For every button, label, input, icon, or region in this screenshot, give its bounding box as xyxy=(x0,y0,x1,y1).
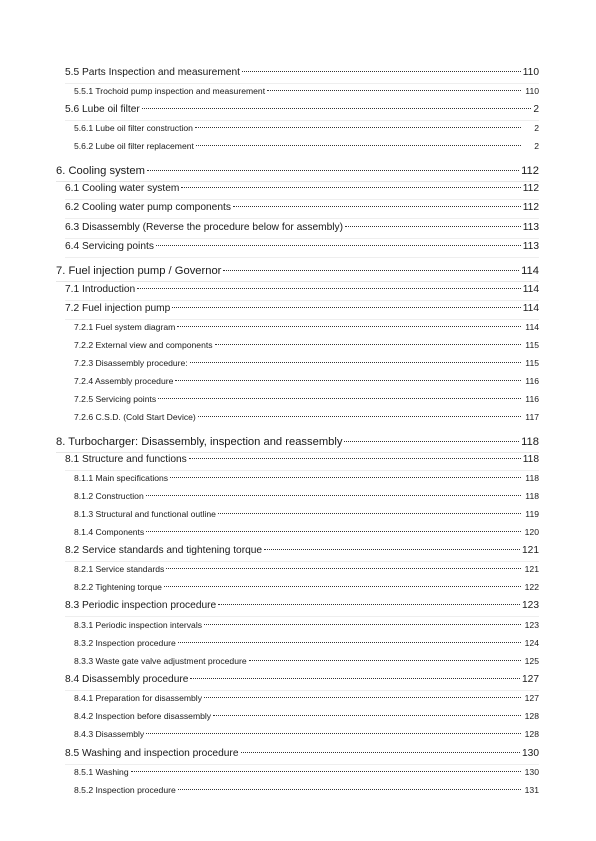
toc-entry-page-number: 113 xyxy=(522,241,539,252)
toc-entry-page-number: 112 xyxy=(522,183,539,194)
toc-dot-leader xyxy=(344,441,519,442)
toc-subsection-entry[interactable] xyxy=(74,693,539,703)
toc-entry-page-number: 2 xyxy=(534,123,539,133)
toc-dot-leader xyxy=(142,108,532,109)
toc-section-entry[interactable] xyxy=(65,674,539,685)
toc-dot-leader xyxy=(267,90,521,91)
toc-section-entry[interactable] xyxy=(65,202,539,213)
toc-subsection-entry[interactable] xyxy=(74,491,539,501)
toc-entry-title: 7.2.6 C.S.D. (Cold Start Device) xyxy=(74,412,196,422)
toc-entry-page-number: 127 xyxy=(522,674,539,685)
toc-dot-leader xyxy=(156,245,521,246)
toc-entry-title: 8.1 Structure and functions xyxy=(65,454,187,465)
toc-entry-page-number: 115 xyxy=(525,358,539,368)
toc-subsection-entry[interactable] xyxy=(74,509,539,519)
toc-row-divider xyxy=(56,181,539,182)
toc-row-divider xyxy=(65,120,539,121)
toc-dot-leader xyxy=(146,495,521,496)
toc-dot-leader xyxy=(131,771,521,772)
toc-entry-title: 8.1.4 Components xyxy=(74,527,145,537)
toc-entry-title: 8.2.1 Service standards xyxy=(74,564,165,574)
toc-entry-title: 8.2 Service standards and tightening torque xyxy=(65,545,263,556)
toc-section-entry[interactable] xyxy=(65,241,539,252)
toc-entry-title: 8.5.1 Washing xyxy=(74,767,129,777)
toc-entry-title: 8.4 Disassembly procedure xyxy=(65,674,189,685)
toc-dot-leader xyxy=(189,458,521,459)
toc-dot-leader xyxy=(233,206,521,207)
toc-dot-leader xyxy=(181,187,520,188)
toc-row-divider xyxy=(65,690,539,691)
toc-subsection-entry[interactable] xyxy=(74,473,539,483)
toc-entry-title: 8.1.3 Structural and functional outline xyxy=(74,509,216,519)
toc-row-divider xyxy=(65,764,539,765)
toc-entry-title: 8.5 Washing and inspection procedure xyxy=(65,748,239,759)
toc-entry-page-number: 110 xyxy=(525,86,539,96)
toc-entry-page-number: 125 xyxy=(524,656,539,666)
toc-subsection-entry[interactable] xyxy=(74,767,539,777)
toc-entry-title: 5.5 Parts Inspection and measurement xyxy=(65,67,240,78)
toc-entry-title: 7.2.3 Disassembly procedure: xyxy=(74,358,188,368)
toc-entry-page-number: 114 xyxy=(521,265,539,277)
toc-dot-leader xyxy=(178,789,521,790)
toc-entry-title: 8.5.2 Inspection procedure xyxy=(74,785,176,795)
toc-subsection-entry[interactable] xyxy=(74,527,539,537)
toc-entry-page-number: 122 xyxy=(524,582,539,592)
toc-entry-page-number: 113 xyxy=(522,222,539,233)
toc-subsection-entry[interactable] xyxy=(74,141,539,151)
toc-subsection-entry[interactable] xyxy=(74,638,539,648)
toc-entry-title: 8. Turbocharger: Disassembly, inspection and reassembly xyxy=(56,436,343,448)
toc-section-entry[interactable] xyxy=(65,222,539,233)
toc-dot-leader xyxy=(166,568,521,569)
toc-entry-page-number: 123 xyxy=(522,600,539,611)
toc-entry-title: 7.2.1 Fuel system diagram xyxy=(74,322,176,332)
toc-dot-leader xyxy=(190,362,521,363)
toc-entry-title: 5.6.1 Lube oil filter construction xyxy=(74,123,193,133)
toc-dot-leader xyxy=(218,604,520,605)
toc-dot-leader xyxy=(172,307,520,308)
toc-entry-page-number: 116 xyxy=(525,394,539,404)
toc-subsection-entry[interactable] xyxy=(74,394,539,404)
toc-subsection-entry[interactable] xyxy=(74,620,539,630)
toc-dot-leader xyxy=(195,127,521,128)
toc-entry-page-number: 121 xyxy=(524,564,539,574)
toc-section-entry[interactable] xyxy=(65,600,539,611)
toc-entry-page-number: 123 xyxy=(524,620,539,630)
toc-row-divider xyxy=(65,616,539,617)
toc-subsection-entry[interactable] xyxy=(74,358,539,368)
toc-entry-page-number: 118 xyxy=(521,436,539,448)
toc-entry-title: 8.4.3 Disassembly xyxy=(74,729,145,739)
toc-subsection-entry[interactable] xyxy=(74,123,539,133)
toc-subsection-entry[interactable] xyxy=(74,376,539,386)
toc-section-entry[interactable] xyxy=(65,67,539,78)
toc-entry-title: 8.1.2 Construction xyxy=(74,491,144,501)
toc-row-divider xyxy=(65,319,539,320)
toc-chapter-entry[interactable] xyxy=(56,265,539,277)
toc-dot-leader xyxy=(158,398,521,399)
toc-dot-leader xyxy=(146,531,521,532)
toc-dot-leader xyxy=(345,226,521,227)
toc-dot-leader xyxy=(146,733,521,734)
toc-entry-title: 6. Cooling system xyxy=(56,165,145,177)
toc-row-divider xyxy=(65,199,539,200)
toc-section-entry[interactable] xyxy=(65,303,539,314)
toc-section-entry[interactable] xyxy=(65,104,539,115)
toc-row-divider xyxy=(65,238,539,239)
toc-row-divider xyxy=(65,218,539,219)
toc-row-divider xyxy=(56,452,539,453)
toc-dot-leader xyxy=(204,697,521,698)
toc-dot-leader xyxy=(264,549,520,550)
toc-entry-title: 8.1.1 Main specifications xyxy=(74,473,169,483)
toc-entry-title: 8.4.2 Inspection before disassembly xyxy=(74,711,212,721)
toc-entry-title: 8.2.2 Tightening torque xyxy=(74,582,162,592)
toc-entry-page-number: 2 xyxy=(533,104,539,115)
toc-dot-leader xyxy=(213,715,521,716)
toc-entry-page-number: 121 xyxy=(522,545,539,556)
toc-dot-leader xyxy=(147,170,519,171)
toc-chapter-entry[interactable] xyxy=(56,165,539,177)
toc-entry-page-number: 114 xyxy=(522,284,539,295)
toc-subsection-entry[interactable] xyxy=(74,412,539,422)
toc-row-divider xyxy=(65,561,539,562)
toc-dot-leader xyxy=(170,477,521,478)
toc-entry-page-number: 114 xyxy=(525,322,539,332)
toc-dot-leader xyxy=(196,145,521,146)
toc-subsection-entry[interactable] xyxy=(74,711,539,721)
toc-entry-title: 8.3.3 Waste gate valve adjustment procedure xyxy=(74,656,247,666)
toc-entry-page-number: 118 xyxy=(525,473,539,483)
toc-entry-page-number: 130 xyxy=(522,748,539,759)
toc-dot-leader xyxy=(215,344,521,345)
toc-entry-page-number: 130 xyxy=(524,767,539,777)
toc-dot-leader xyxy=(190,678,520,679)
toc-entry-page-number: 118 xyxy=(522,454,539,465)
toc-entry-title: 8.3 Periodic inspection procedure xyxy=(65,600,217,611)
toc-entry-page-number: 117 xyxy=(525,412,539,422)
toc-section-entry[interactable] xyxy=(65,545,539,556)
toc-section-entry[interactable] xyxy=(65,454,539,465)
toc-entry-page-number: 128 xyxy=(524,711,539,721)
toc-entry-title: 7.1 Introduction xyxy=(65,284,136,295)
toc-row-divider xyxy=(56,281,539,282)
toc-dot-leader xyxy=(218,513,521,514)
toc-row-divider xyxy=(65,257,539,258)
toc-subsection-entry[interactable] xyxy=(74,322,539,332)
toc-entry-title: 7.2 Fuel injection pump xyxy=(65,303,171,314)
toc-entry-page-number: 128 xyxy=(524,729,539,739)
toc-entry-title: 8.3.1 Periodic inspection intervals xyxy=(74,620,203,630)
toc-entry-title: 7.2.5 Servicing points xyxy=(74,394,157,404)
toc-dot-leader xyxy=(198,416,521,417)
toc-entry-title: 7.2.2 External view and components xyxy=(74,340,213,350)
toc-entry-title: 6.3 Disassembly (Reverse the procedure below for assembly) xyxy=(65,222,344,233)
toc-dot-leader xyxy=(175,380,521,381)
toc-entry-page-number: 118 xyxy=(525,491,539,501)
toc-subsection-entry[interactable] xyxy=(74,564,539,574)
toc-section-entry[interactable] xyxy=(65,748,539,759)
toc-entry-title: 6.1 Cooling water system xyxy=(65,183,180,194)
toc-dot-leader xyxy=(242,71,521,72)
toc-dot-leader xyxy=(204,624,521,625)
toc-dot-leader xyxy=(223,270,519,271)
toc-entry-title: 8.4.1 Preparation for disassembly xyxy=(74,693,203,703)
toc-dot-leader xyxy=(137,288,521,289)
toc-subsection-entry[interactable] xyxy=(74,340,539,350)
toc-entry-page-number: 115 xyxy=(525,340,539,350)
toc-dot-leader xyxy=(178,642,521,643)
toc-section-entry[interactable] xyxy=(65,284,539,295)
toc-entry-title: 6.4 Servicing points xyxy=(65,241,154,252)
toc-row-divider xyxy=(65,470,539,471)
toc-subsection-entry[interactable] xyxy=(74,582,539,592)
toc-subsection-entry[interactable] xyxy=(74,785,539,795)
toc-entry-page-number: 2 xyxy=(534,141,539,151)
toc-section-entry[interactable] xyxy=(65,183,539,194)
toc-row-divider xyxy=(65,83,539,84)
toc-entry-page-number: 116 xyxy=(525,376,539,386)
toc-entry-title: 6.2 Cooling water pump components xyxy=(65,202,231,213)
toc-chapter-entry[interactable] xyxy=(56,436,539,448)
toc-entry-title: 7.2.4 Assembly procedure xyxy=(74,376,174,386)
toc-entry-title: 8.3.2 Inspection procedure xyxy=(74,638,176,648)
toc-dot-leader xyxy=(177,326,521,327)
toc-dot-leader xyxy=(241,752,521,753)
toc-entry-page-number: 112 xyxy=(521,165,539,177)
toc-entry-page-number: 120 xyxy=(524,527,539,537)
toc-dot-leader xyxy=(249,660,521,661)
toc-entry-page-number: 119 xyxy=(525,509,539,519)
toc-entry-page-number: 110 xyxy=(522,67,539,78)
toc-entry-title: 7. Fuel injection pump / Governor xyxy=(56,265,222,277)
toc-entry-page-number: 112 xyxy=(522,202,539,213)
toc-subsection-entry[interactable] xyxy=(74,729,539,739)
toc-entry-page-number: 114 xyxy=(522,303,539,314)
toc-subsection-entry[interactable] xyxy=(74,656,539,666)
toc-entry-page-number: 131 xyxy=(524,785,539,795)
toc-entry-title: 5.5.1 Trochoid pump inspection and measurement xyxy=(74,86,266,96)
toc-row-divider xyxy=(65,300,539,301)
toc-entry-title: 5.6 Lube oil filter xyxy=(65,104,140,115)
toc-dot-leader xyxy=(164,586,521,587)
toc-entry-page-number: 127 xyxy=(524,693,539,703)
toc-subsection-entry[interactable] xyxy=(74,86,539,96)
toc-entry-page-number: 124 xyxy=(524,638,539,648)
toc-entry-title: 5.6.2 Lube oil filter replacement xyxy=(74,141,194,151)
